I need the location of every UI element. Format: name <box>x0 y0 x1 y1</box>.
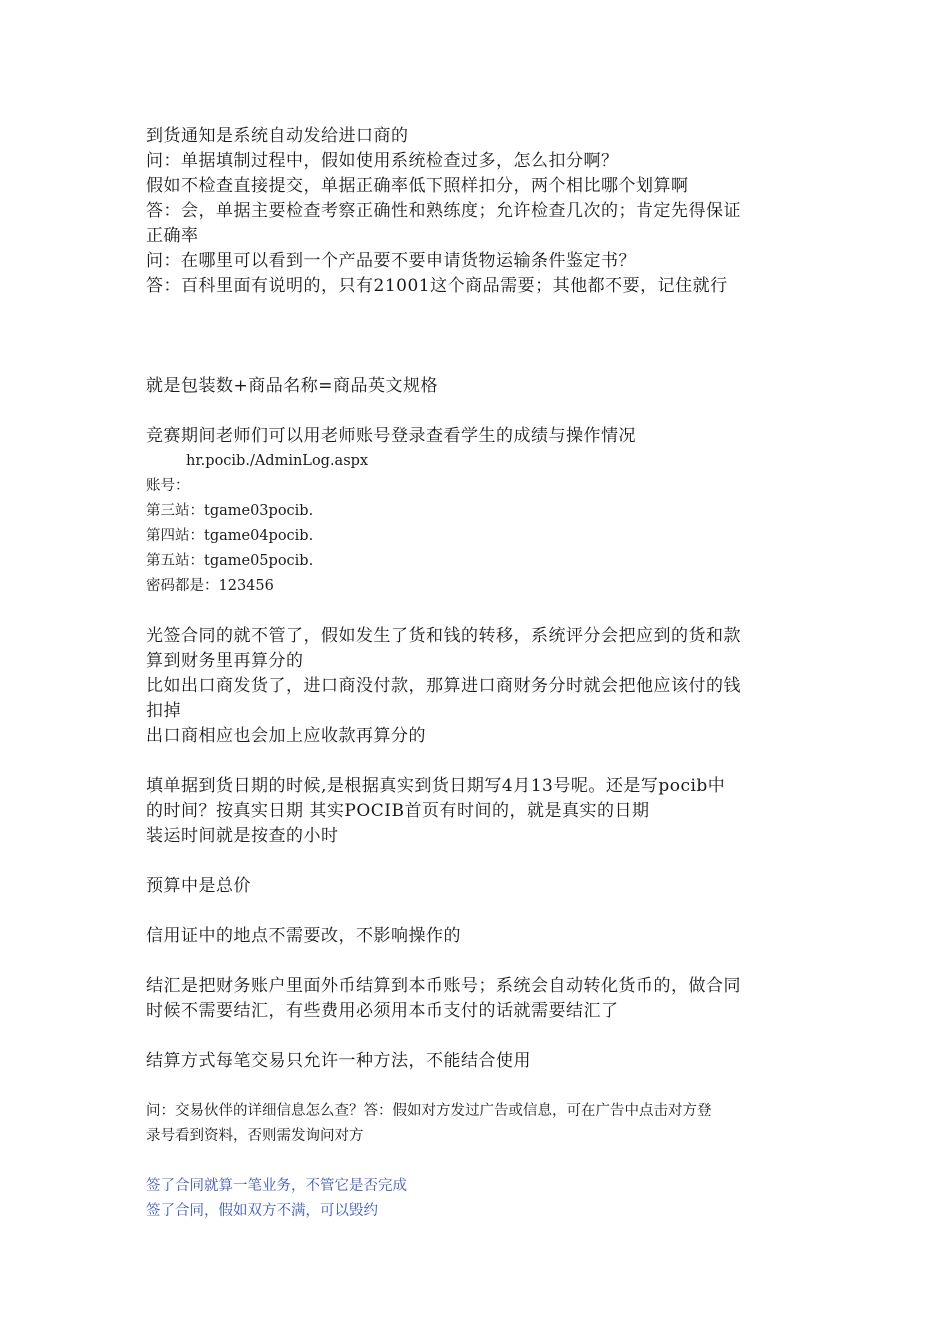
teacher-intro: 竞赛期间老师们可以用老师账号登录查看学生的成绩与操作情况 <box>146 426 636 446</box>
station-5-account: 第五站：tgame05pocib. <box>146 553 314 569</box>
paragraph: 假如不检查直接提交，单据正确率低下照样扣分，两个相比哪个划算啊 <box>146 176 689 196</box>
paragraph: 正确率 <box>146 226 199 246</box>
paragraph: 结汇是把财务账户里面外币结算到本币账号；系统会自动转化货币的，做合同 <box>146 976 741 996</box>
formula-note: 就是包装数+商品名称=商品英文规格 <box>146 376 438 396</box>
paragraph: 填单据到货日期的时候,是根据真实到货日期写4月13号呢。还是写pocib中 <box>146 776 726 796</box>
paragraph: 到货通知是系统自动发给进口商的 <box>146 126 409 146</box>
contract-section <box>146 624 816 749</box>
paragraph: 光签合同的就不管了，假如发生了货和钱的转移，系统评分会把应到的货和款 <box>146 626 741 646</box>
paragraph: 出口商相应也会加上应收款再算分的 <box>146 726 426 746</box>
station-3-account: 第三站：tgame03pocib. <box>146 503 314 519</box>
partner-section <box>146 1099 816 1149</box>
account-label: 账号： <box>146 478 190 494</box>
paragraph: 问：单据填制过程中，假如使用系统检查过多，怎么扣分啊？ <box>146 151 619 171</box>
budget-note: 预算中是总价 <box>146 876 251 896</box>
blue-notes-section <box>146 1174 816 1224</box>
admin-url: hr.pocib./AdminLog.aspx <box>186 453 369 469</box>
paragraph: 装运时间就是按查的小时 <box>146 826 339 846</box>
paragraph: 问：交易伙伴的详细信息怎么查？答：假如对方发过广告或信息，可在广告中点击对方登 <box>146 1103 712 1119</box>
paragraph: 算到财务里再算分的 <box>146 651 304 671</box>
faq-section-1 <box>146 124 816 299</box>
blue-note: 签了合同，假如双方不满，可以毁约 <box>146 1203 378 1219</box>
paragraph: 录号看到资料，否则需发询问对方 <box>146 1128 364 1144</box>
document-body <box>146 124 816 1224</box>
date-section <box>146 774 816 849</box>
blue-note: 签了合同就算一笔业务，不管它是否完成 <box>146 1178 407 1194</box>
teacher-account-section <box>146 424 816 599</box>
paragraph: 答：会，单据主要检查考察正确性和熟练度；允许检查几次的；肯定先得保证 <box>146 201 741 221</box>
paragraph: 扣掉 <box>146 701 181 721</box>
settlement-section <box>146 974 816 1024</box>
password-note: 密码都是：123456 <box>146 578 274 594</box>
station-4-account: 第四站：tgame04pocib. <box>146 528 314 544</box>
paragraph: 时候不需要结汇，有些费用必须用本币支付的话就需要结汇了 <box>146 1001 619 1021</box>
paragraph: 问：在哪里可以看到一个产品要不要申请货物运输条件鉴定书？ <box>146 251 636 271</box>
paragraph: 的时间？按真实日期 其实POCIB首页有时间的，就是真实的日期 <box>146 801 650 821</box>
paragraph: 答：百科里面有说明的，只有21001这个商品需要；其他都不要，记住就行 <box>146 276 728 296</box>
payment-method-note: 结算方式每笔交易只允许一种方法，不能结合使用 <box>146 1051 531 1071</box>
lc-note: 信用证中的地点不需要改，不影响操作的 <box>146 926 461 946</box>
paragraph: 比如出口商发货了，进口商没付款，那算进口商财务分时就会把他应该付的钱 <box>146 676 741 696</box>
